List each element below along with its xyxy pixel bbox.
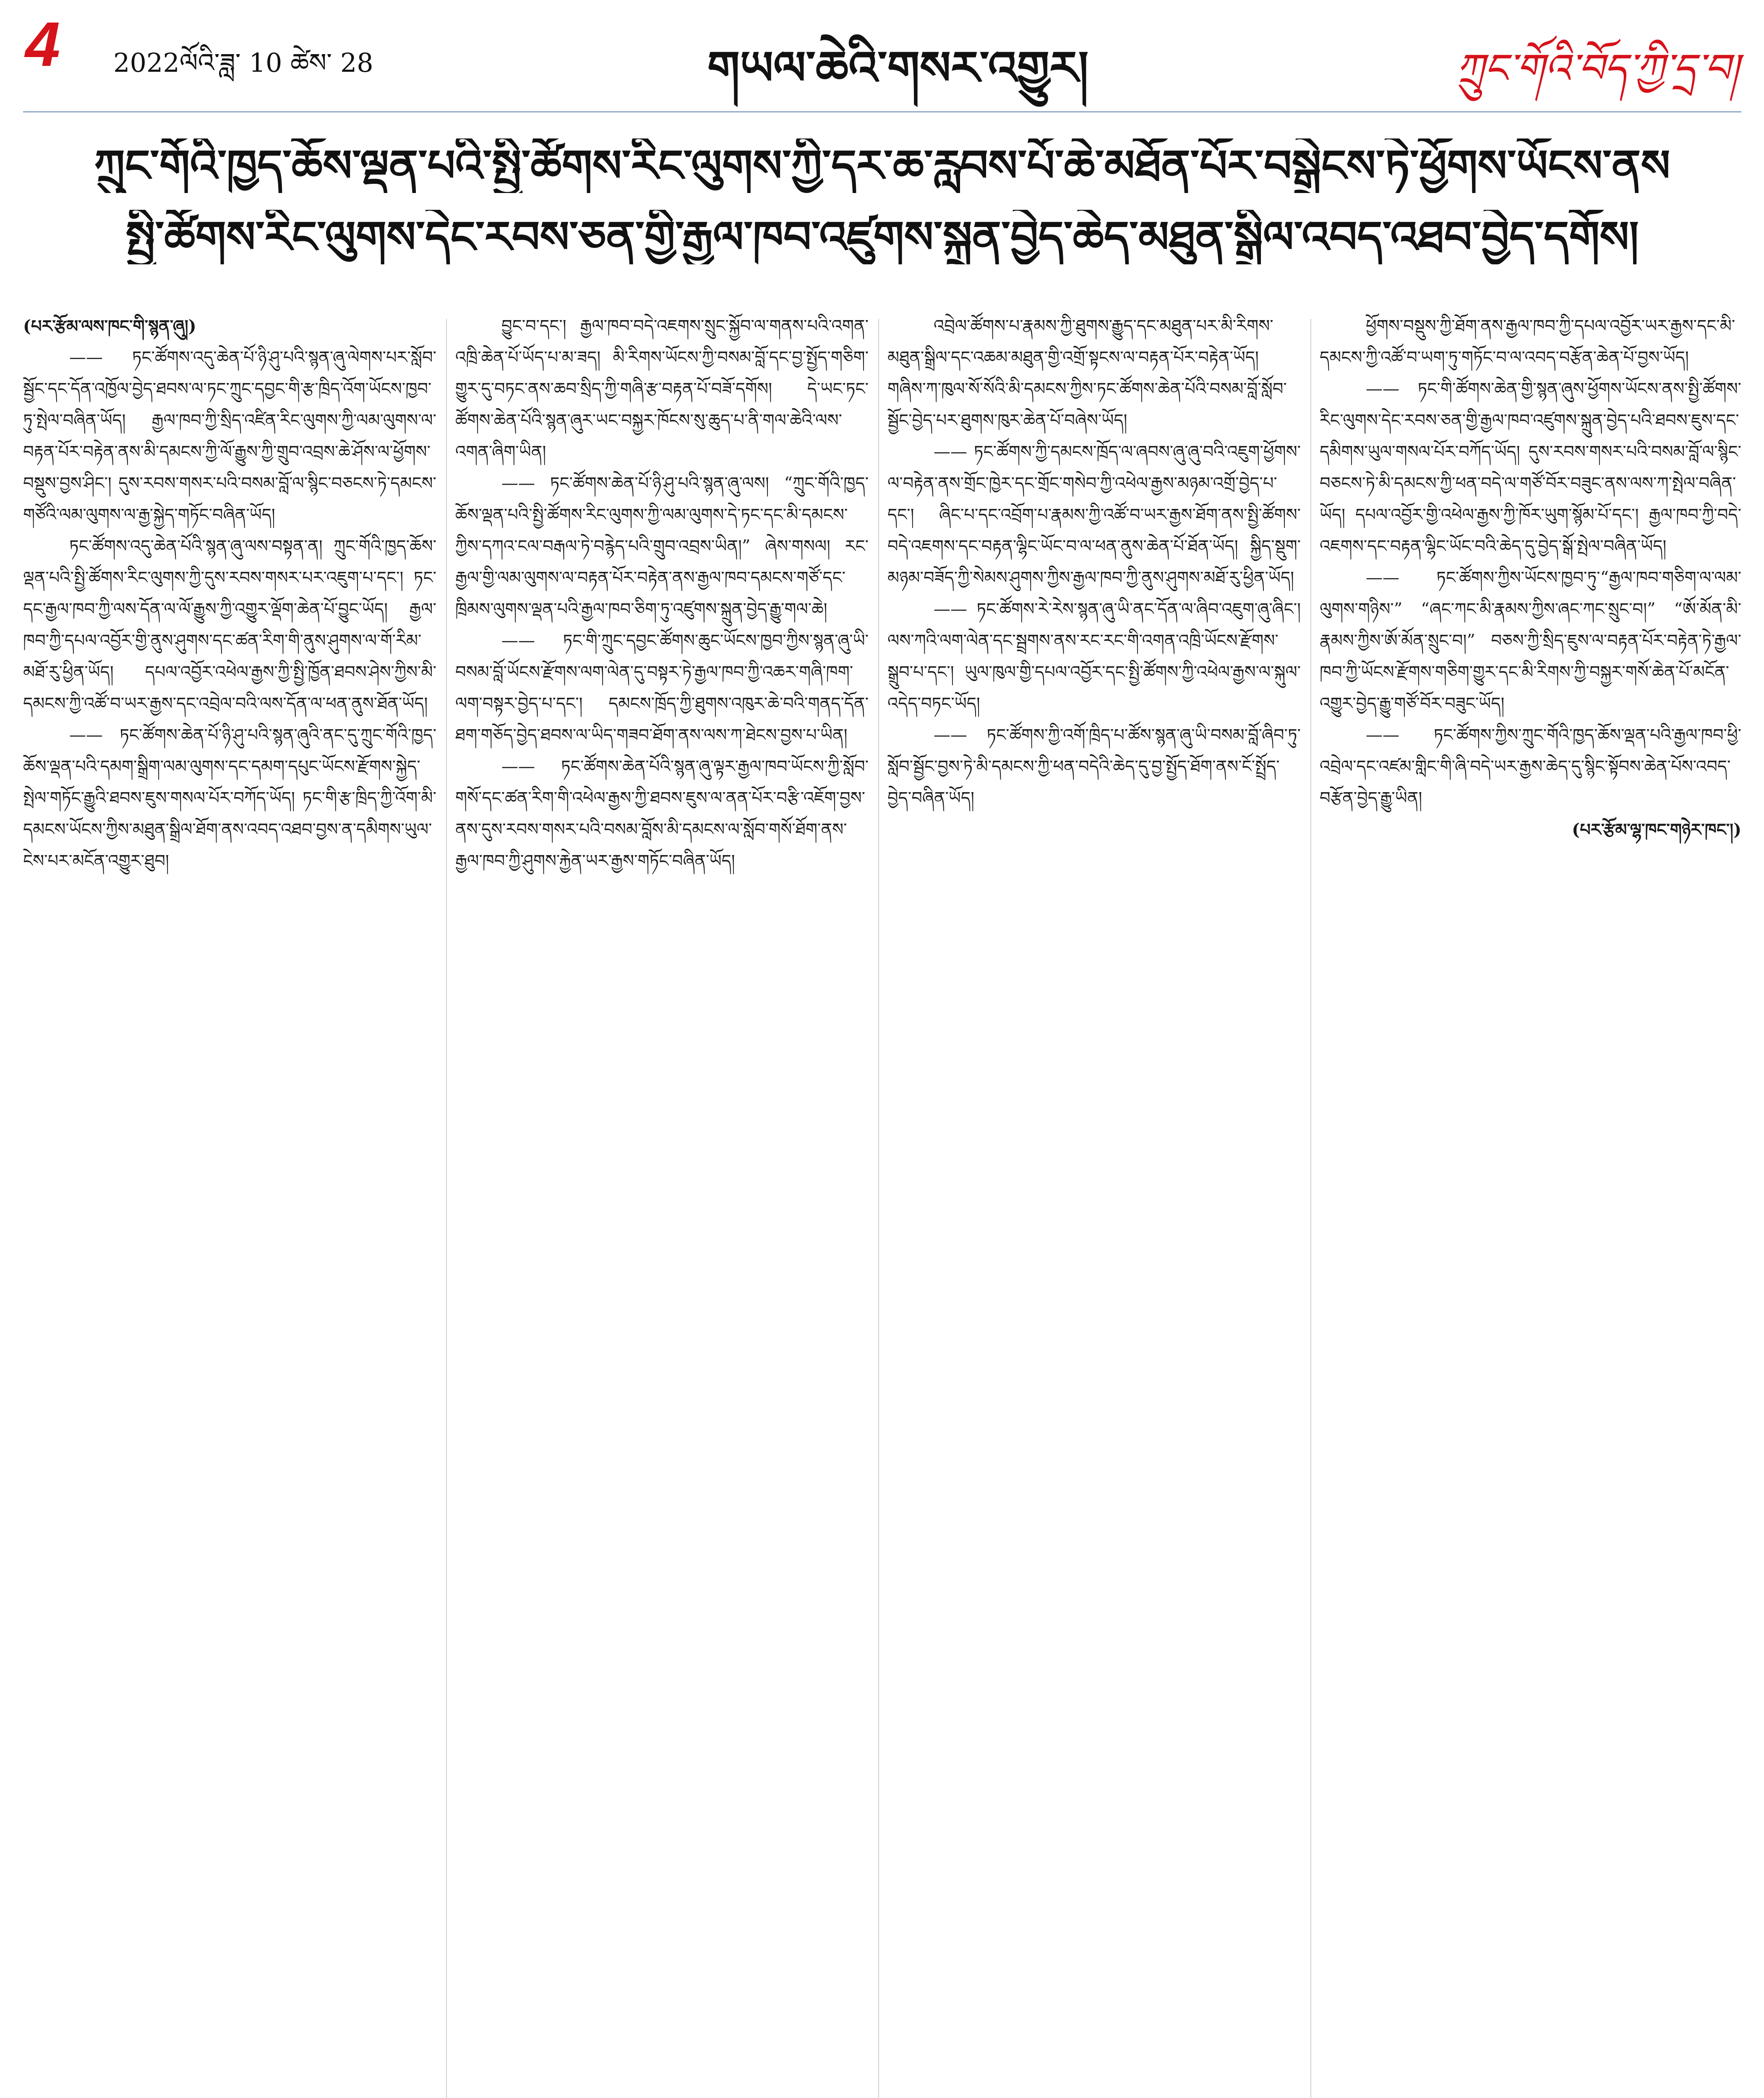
article-column-1 [23,311,436,2098]
paragraph: —— ཏང་ཚོགས་རེ་རེས་སྙན་ཞུ་ཡི་ནང་དོན་ལ་ཞིབ་འཇུག་ཞུ་ཞིང་། ལས་ཀའི་ལག་ལེན་དང་སྦྲགས་ནས་རང་རང་གི་འགན་འཁྲི་ཡོངས་རྫོགས་སྒྲུབ་པ་དང་། ཡུལ་ཁུལ་གྱི་དཔལ་འབྱོར་དང་སྤྱི་ཚོགས་ཀྱི་འཕེལ་རྒྱས་ལ་སྐུལ་འདེད་བཏང་ཡོད། [887,600,1301,713]
section-title: གཡལ་ཆེའི་གསར་འགྱུར། [707,41,1089,95]
article-column-2 [455,311,869,2098]
headline-line-2: སྤྱི་ཚོགས་རིང་ལུགས་དེང་རབས་ཅན་གྱི་རྒྱལ་ཁབ་འཛུགས་སྐྲུན་བྱེད་ཆེད་མཐུན་སྒྲིལ་འབད་འཐབ་བྱེད་དགོས། [125,211,1639,263]
article-column-4 [1320,311,1741,2098]
paragraph: —— ཏང་ཚོགས་ཆེན་པོ་ཉི་ཤུ་པའི་སྙན་ཞུའི་ནང་དུ་ཀྲུང་གོའི་ཁྱད་ཆོས་ལྡན་པའི་དམག་སྒྲིག་ལམ་ལུགས་དང་དམག་དཔུང་ཡོངས་རྫོགས་སྐྱེད་སྤེལ་གཏོང་རྒྱུའི་ཐབས་ཇུས་གསལ་པོར་བཀོད་ཡོད། ཏང་གི་རྩ་ཁྲིད་ཀྱི་འོག་མི་དམངས་ཡོངས་ཀྱིས་མཐུན་སྒྲིལ་ཐོག་ནས་འབད་འཐབ་བྱས་ན་དམིགས་ཡུལ་ངེས་པར་མངོན་འགྱུར་ཐུབ། [23,725,436,871]
paragraph: ཕྱོགས་བསྡུས་ཀྱི་ཐོག་ནས་རྒྱལ་ཁབ་ཀྱི་དཔལ་འབྱོར་ཡར་རྒྱས་དང་མི་དམངས་ཀྱི་འཚོ་བ་ཡག་ཏུ་གཏོང་བ་ལ་འབད་བརྩོན་ཆེན་པོ་བྱས་ཡོད། [1320,316,1735,367]
issue-date: 2022ལོའི་ཟླ་ 10 ཚེས་ 28 [113,47,373,78]
article-signoff: (པར་རྩོམ་ལྷ་ཁང་གཉེར་ཁང་།) [1572,820,1741,840]
paragraph: འབྲེལ་ཚོགས་པ་རྣམས་ཀྱི་ཐུགས་རྒྱུད་དང་མཐུན་པར་མི་རིགས་མཐུན་སྒྲིལ་དང་འཆམ་མཐུན་གྱི་འགྲོ་སྟངས་ལ་བརྟན་པོར་བརྟེན་ཡོད། གཞིས་ཀ་ཁུལ་སོ་སོའི་མི་དམངས་ཀྱིས་ཏང་ཚོགས་ཆེན་པོའི་བསམ་བློ་སློབ་སྦྱོང་བྱེད་པར་ཐུགས་ཁུར་ཆེན་པོ་བཞེས་ཡོད། [887,316,1287,430]
paragraph: —— ཏང་ཚོགས་ཆེན་པོའི་སྙན་ཞུ་ལྟར་རྒྱལ་ཁབ་ཡོངས་ཀྱི་སློབ་གསོ་དང་ཚན་རིག་གི་འཕེལ་རྒྱས་ཀྱི་ཐབས་ཇུས་ལ་ནན་པོར་བརྩི་འཇོག་བྱས་ནས་དུས་རབས་གསར་པའི་བསམ་བློས་མི་དམངས་ལ་སློབ་གསོ་ཐོག་ནས་རྒྱལ་ཁབ་ཀྱི་ཤུགས་རྐྱེན་ཡར་རྒྱས་གཏོང་བཞིན་ཡོད། [455,757,869,871]
column-divider [446,319,447,2098]
paragraph: —— ཏང་གི་ཚོགས་ཆེན་གྱི་སྙན་ཞུས་ཕྱོགས་ཡོངས་ནས་སྤྱི་ཚོགས་རིང་ལུགས་དེང་རབས་ཅན་གྱི་རྒྱལ་ཁབ་འཛུགས་སྐྲུན་བྱེད་པའི་ཐབས་ཇུས་དང་དམིགས་ཡུལ་གསལ་པོར་བཀོད་ཡོད། དུས་རབས་གསར་པའི་བསམ་བློ་ལ་སྙིང་བཅངས་ཏེ་མི་དམངས་ཀྱི་ཕན་བདེ་ལ་གཙོ་བོར་བཟུང་ནས་ལས་ཀ་སྤེལ་བཞིན་ཡོད། དཔལ་འབྱོར་གྱི་འཕེལ་རྒྱས་ཀྱི་ཁོར་ཡུག་སྙོམ་པོ་དང་། རྒྱལ་ཁབ་ཀྱི་བདེ་འཇགས་དང་བརྟན་ལྷིང་ཡོང་བའི་ཆེད་དུ་བྱེད་སྒོ་སྤེལ་བཞིན་ཡོད། [1320,379,1741,556]
paragraph: —— ཏང་གི་ཀྲུང་དབྱང་ཚོགས་ཆུང་ཡོངས་ཁྱབ་ཀྱིས་སྙན་ཞུ་ཡི་བསམ་བློ་ཡོངས་རྫོགས་ལག་ལེན་དུ་བསྟར་ཏེ་རྒྱལ་ཁབ་ཀྱི་འཆར་གཞི་ཁག་ལག་བསྟར་བྱེད་པ་དང་། དམངས་ཁྲོད་ཀྱི་ཐུགས་འཁུར་ཆེ་བའི་གནད་དོན་ཐག་གཅོད་བྱེད་ཐབས་ལ་ཡིད་གཟབ་ཐོག་ནས་ལས་ཀ་ཐེངས་བྱས་པ་ཡིན། [455,631,869,745]
paragraph: —— ཏང་ཚོགས་ཀྱི་དམངས་ཁྲོད་ལ་ཞབས་ཞུ་ཞུ་བའི་འཇུག་ཕྱོགས་ལ་བརྟེན་ནས་གྲོང་ཁྱེར་དང་གྲོང་གསེབ་ཀྱི་འཕེལ་རྒྱས་མཉམ་འགྲོ་བྱེད་པ་དང་། ཞིང་པ་དང་འབྲོག་པ་རྣམས་ཀྱི་འཚོ་བ་ཡར་རྒྱས་ཐོག་ནས་སྤྱི་ཚོགས་བདེ་འཇགས་དང་བརྟན་ལྷིང་ཡོང་བ་ལ་ཕན་ནུས་ཆེན་པོ་ཐོན་ཡོད། སྐྱིད་སྡུག་མཉམ་བཟོད་ཀྱི་སེམས་ཤུགས་ཀྱིས་རྒྱལ་ཁབ་ཀྱི་ནུས་ཤུགས་མཐོ་རུ་ཕྱིན་ཡོད། [887,442,1301,587]
newspaper-logo: ཀྲུང་གོའི་བོད་ཀྱི་དྲ་བ། [1456,45,1739,92]
column-divider [878,319,879,2098]
page-number: 4 [25,9,60,79]
paragraph: —— ཏང་ཚོགས་ཆེན་པོ་ཉི་ཤུ་པའི་སྙན་ཞུ་ལས། “ཀྲུང་གོའི་ཁྱད་ཆོས་ལྡན་པའི་སྤྱི་ཚོགས་རིང་ལུགས་ཀྱི་ལམ་ལུགས་དེ་ཏང་དང་མི་དམངས་ཀྱིས་དཀའ་ངལ་བརྒལ་ཏེ་བརྙེད་པའི་གྲུབ་འབྲས་ཡིན།” ཞེས་གསལ། རང་རྒྱལ་གྱི་ལམ་ལུགས་ལ་བརྟན་པོར་བརྟེན་ནས་རྒྱལ་ཁབ་དམངས་གཙོ་དང་ཁྲིམས་ལུགས་ལྡན་པའི་རྒྱལ་ཁབ་ཅིག་ཏུ་འཛུགས་སྐྲུན་བྱེད་རྒྱུ་གལ་ཆེ། [455,474,869,619]
masthead-rule [23,111,1741,112]
article-column-3 [887,311,1301,2098]
article-byline: (པར་རྩོམ་ལས་ཁང་གི་སྙན་ཞུ།) [23,316,196,336]
paragraph: —— ཏང་ཚོགས་འདུ་ཆེན་པོ་ཉི་ཤུ་པའི་སྙན་ཞུ་ལེགས་པར་སློབ་སྦྱོང་དང་དོན་འཁྱོལ་བྱེད་ཐབས་ལ་ཏང་ཀྲུང་དབྱང་གི་རྩ་ཁྲིད་འོག་ཡོངས་ཁྱབ་ཏུ་སྤེལ་བཞིན་ཡོད། རྒྱལ་ཁབ་ཀྱི་སྲིད་འཛིན་རིང་ལུགས་ཀྱི་ལམ་ལུགས་ལ་བརྟན་པོར་བརྟེན་ནས་མི་དམངས་ཀྱི་ལོ་རྒྱུས་ཀྱི་གྲུབ་འབྲས་ཆེ་ཤོས་ལ་ཕྱོགས་བསྡུས་བྱས་ཤིང་། དུས་རབས་གསར་པའི་བསམ་བློ་ལ་སྙིང་བཅངས་ཏེ་དམངས་གཙོའི་ལམ་ལུགས་ལ་རྒྱ་སྐྱེད་གཏོང་བཞིན་ཡོད། [23,348,436,524]
paragraph: བྱུང་བ་དང་། རྒྱལ་ཁབ་བདེ་འཇགས་སྲུང་སྐྱོབ་ལ་གནས་པའི་འགན་འཁྲི་ཆེན་པོ་ཡོད་པ་མ་ཟད། མི་རིགས་ཡོངས་ཀྱི་བསམ་བློ་དང་བྱ་སྤྱོད་གཅིག་གྱུར་དུ་བཏང་ནས་ཆབ་སྲིད་ཀྱི་གཞི་རྩ་བརྟན་པོ་བཟོ་དགོས། དེ་ཡང་ཏང་ཚོགས་ཆེན་པོའི་སྙན་ཞུར་ཡང་བསྐྱར་ཁོངས་སུ་ཆུད་པ་ནི་གལ་ཆེའི་ལས་འགན་ཞིག་ཡིན། [455,316,869,462]
paragraph: —— ཏང་ཚོགས་ཀྱི་འགོ་ཁྲིད་པ་ཚོས་སྙན་ཞུ་ཡི་བསམ་བློ་ཞིབ་ཏུ་སློབ་སྦྱོང་བྱས་ཏེ་མི་དམངས་ཀྱི་ཕན་བདེའི་ཆེད་དུ་བྱ་སྤྱོད་ཐོག་ནས་ངོ་སྤྲོད་བྱེད་བཞིན་ཡོད། [887,725,1301,808]
paragraph: ཏང་ཚོགས་འདུ་ཆེན་པོའི་སྙན་ཞུ་ལས་བསྟན་ན། ཀྲུང་གོའི་ཁྱད་ཆོས་ལྡན་པའི་སྤྱི་ཚོགས་རིང་ལུགས་ཀྱི་དུས་རབས་གསར་པར་འཇུག་པ་དང་། ཏང་དང་རྒྱལ་ཁབ་ཀྱི་ལས་དོན་ལ་ལོ་རྒྱུས་ཀྱི་འགྱུར་ལྡོག་ཆེན་པོ་བྱུང་ཡོད། རྒྱལ་ཁབ་ཀྱི་དཔལ་འབྱོར་གྱི་ནུས་ཤུགས་དང་ཚན་རིག་གི་ནུས་ཤུགས་ལ་གོ་རིམ་མཐོ་རུ་ཕྱིན་ཡོད། དཔལ་འབྱོར་འཕེལ་རྒྱས་ཀྱི་སྤྱི་ཁྱོན་ཐབས་ཤེས་ཀྱིས་མི་དམངས་ཀྱི་འཚོ་བ་ཡར་རྒྱས་དང་འབྲེལ་བའི་ལས་དོན་ལ་ཕན་ནུས་ཐོན་ཡོད། [23,537,436,713]
paragraph: —— ཏང་ཚོགས་ཀྱིས་ཀྲུང་གོའི་ཁྱད་ཆོས་ལྡན་པའི་རྒྱལ་ཁབ་ཕྱི་འབྲེལ་དང་འཛམ་གླིང་གི་ཞི་བདེ་ཡར་རྒྱས་ཆེད་དུ་སྙིང་སྟོབས་ཆེན་པོས་འབད་བརྩོན་བྱེད་རྒྱུ་ཡིན། [1320,725,1741,808]
paragraph: —— ཏང་ཚོགས་ཀྱིས་ཡོངས་ཁྱབ་ཏུ་“རྒྱལ་ཁབ་གཅིག་ལ་ལམ་ལུགས་གཉིས་” “ཞང་ཀང་མི་རྣམས་ཀྱིས་ཞང་ཀང་སྲུང་བ།” “ཨོ་མོན་མི་རྣམས་ཀྱིས་ཨོ་མོན་སྲུང་བ།” བཅས་ཀྱི་སྲིད་ཇུས་ལ་བརྟན་པོར་བརྟེན་ཏེ་རྒྱལ་ཁབ་ཀྱི་ཡོངས་རྫོགས་གཅིག་གྱུར་དང་མི་རིགས་ཀྱི་བསྐྱར་གསོ་ཆེན་པོ་མངོན་འགྱུར་བྱེད་རྒྱུ་གཙོ་བོར་བཟུང་ཡོད། [1320,568,1741,713]
masthead [0,0,1764,113]
headline-line-1: ཀྲུང་གོའི་ཁྱད་ཆོས་ལྡན་པའི་སྤྱི་ཚོགས་རིང་ལུགས་ཀྱི་དར་ཆ་རླབས་པོ་ཆེ་མཐོན་པོར་བསྒྲེངས་ཏེ་ཕྱོགས་ཡོངས་ནས [94,140,1670,191]
article-body [23,311,1741,2098]
column-divider [1310,319,1311,2098]
